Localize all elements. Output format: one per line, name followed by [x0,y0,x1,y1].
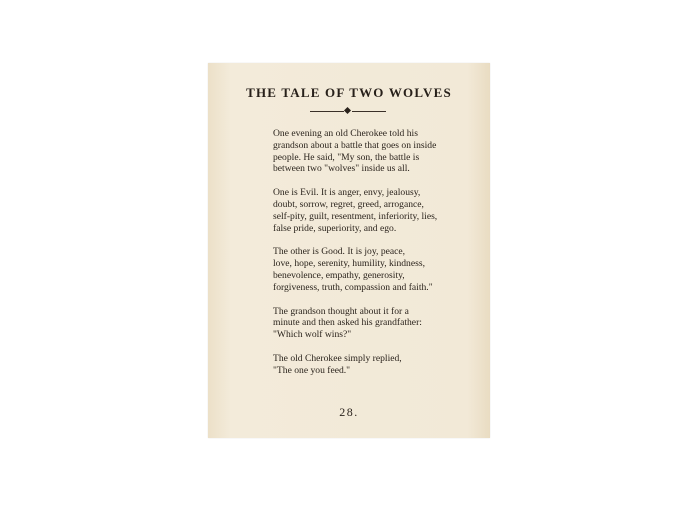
book-page [208,63,490,438]
ornament-line-left [310,111,344,112]
text-line: people. He said, "My son, the battle is [273,151,420,163]
title-ornament [310,107,386,115]
paragraph-5 [273,353,478,377]
text-line: doubt, sorrow, regret, greed, arrogance, [273,198,424,210]
text-line: forgiveness, truth, compassion and faith." [273,281,433,293]
paragraph-3 [273,246,478,293]
paragraph-4 [273,306,478,341]
text-line: between two "wolves" inside us all. [273,163,410,175]
text-line: The grandson thought about it for a [273,305,409,317]
text-line: One evening an old Cherokee told his [273,128,418,139]
text-line: "The one you feed." [273,364,351,376]
ornament-line-right [352,111,386,112]
text-line: false pride, superiority, and ego. [273,222,397,234]
text-line: "Which wolf wins?" [273,329,352,341]
page-title: THE TALE OF TWO WOLVES [246,85,452,100]
diamond-icon [344,107,351,114]
text-line: minute and then asked his grandfather: [273,317,422,329]
text-line: self-pity, guilt, resentment, inferiority, lies, [273,210,438,222]
story-text [273,128,478,389]
paragraph-1 [273,128,478,175]
text-line: benevolence, empathy, generosity, [273,269,405,281]
text-line: The other is Good. It is joy, peace, [273,246,406,258]
text-line: love, hope, serenity, humility, kindness, [273,258,425,270]
paragraph-2 [273,187,478,234]
page-number: 28. [339,405,359,419]
text-line: grandson about a battle that goes on inside [273,139,437,151]
text-line: The old Cherokee simply replied, [273,352,402,364]
text-line: One is Evil. It is anger, envy, jealousy, [273,187,421,199]
